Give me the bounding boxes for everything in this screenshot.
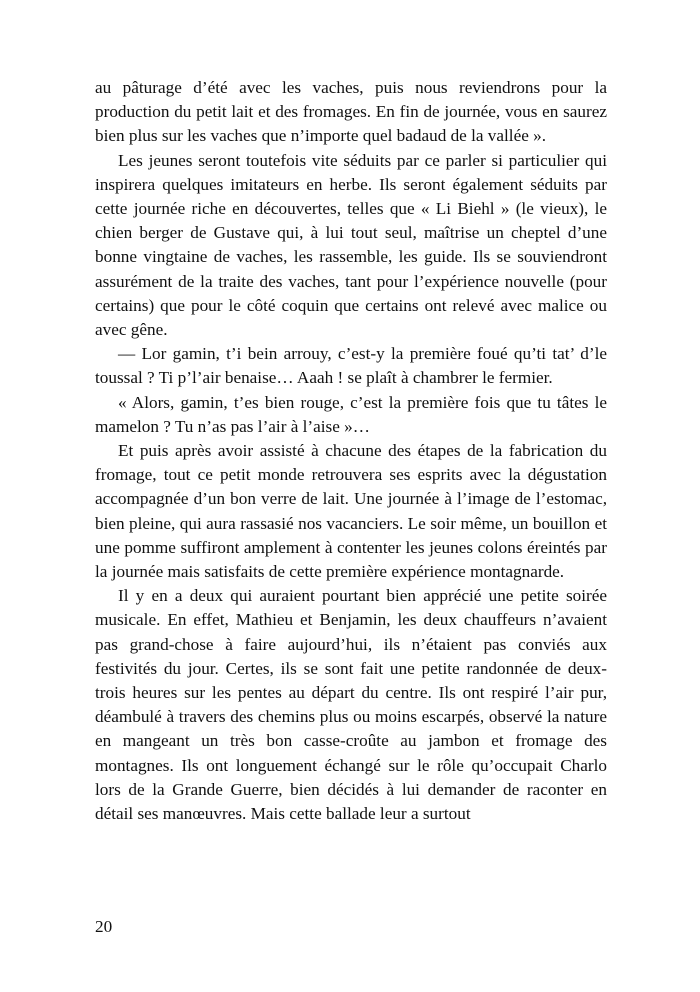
paragraph-drivers: Il y en a deux qui auraient pourtant bien apprécié une petite soirée musicale. En effet, Mathieu et Benjamin, les deux chauffeurs n’avaient pas grand-chose à faire aujourd’hui, ils n’étaient pas conviés aux festivités du jour. Certes, ils se sont fait une petite randonnée de deux-trois heures sur les pentes au départ du centre. Ils ont respiré l’air pur, déambulé à travers des chemins plus ou moins escarpés, observé la nature en mangeant un très bon casse-croûte au jambon et fromage des montagnes. Ils ont longuement échangé sur le rôle qu’occupait Charlo lors de la Grande Guerre, bien décidés à lui demander de raconter en détail ses manœuvres. Mais cette ballade leur a surtout xyxy=(95,586,607,824)
paragraph-dialect-quote: — Lor gamin, t’i bein arrouy, c’est-y la première foué qu’ti tat’ d’le toussal ? Ti p’l’air benaise… Aaah ! se plaît à chambrer le fermier. xyxy=(95,344,607,388)
paragraph-young-seduced: Les jeunes seront toutefois vite séduits par ce parler si particulier qui inspirera quelques imitateurs en herbe. Ils seront également séduits par cette journée riche en découvertes, telles que « Li Biehl » (le vieux), le chien berger de Gustave qui, à lui tout seul, maîtrise un cheptel d’une bonne vingtaine de vaches, les rassemble, les guide. Ils se souviendront assurément de la traite des vaches, tant pour l’expérience nouvelle (pour certains) que pour le côté coquin que certains ont relevé avec malice ou avec gêne. xyxy=(95,150,607,340)
paragraph-translation: « Alors, gamin, t’es bien rouge, c’est la première fois que tu tâtes le mamelon ? Tu n’as pas l’air à l’aise »… xyxy=(95,392,607,436)
paragraph-continued: au pâturage d’été avec les vaches, puis nous reviendrons pour la production du petit lait et des fromages. En fin de journée, vous en saurez bien plus sur les vaches que n’importe quel badaud de la vallée ». xyxy=(95,78,607,146)
page-body xyxy=(95,76,607,826)
page-number: 20 xyxy=(95,917,113,936)
paragraph-cheese-tasting: Et puis après avoir assisté à chacune des étapes de la fabrication du fromage, tout ce petit monde retrouvera ses esprits avec la dégustation accompagnée d’un bon verre de lait. Une journée à l’image de l’estomac, bien pleine, qui aura rassasié nos vacanciers. Le soir même, un bouillon et une pomme suffiront amplement à contenter les jeunes colons éreintés par la journée mais satisfaits de cette première expérience montagnarde. xyxy=(95,441,607,582)
